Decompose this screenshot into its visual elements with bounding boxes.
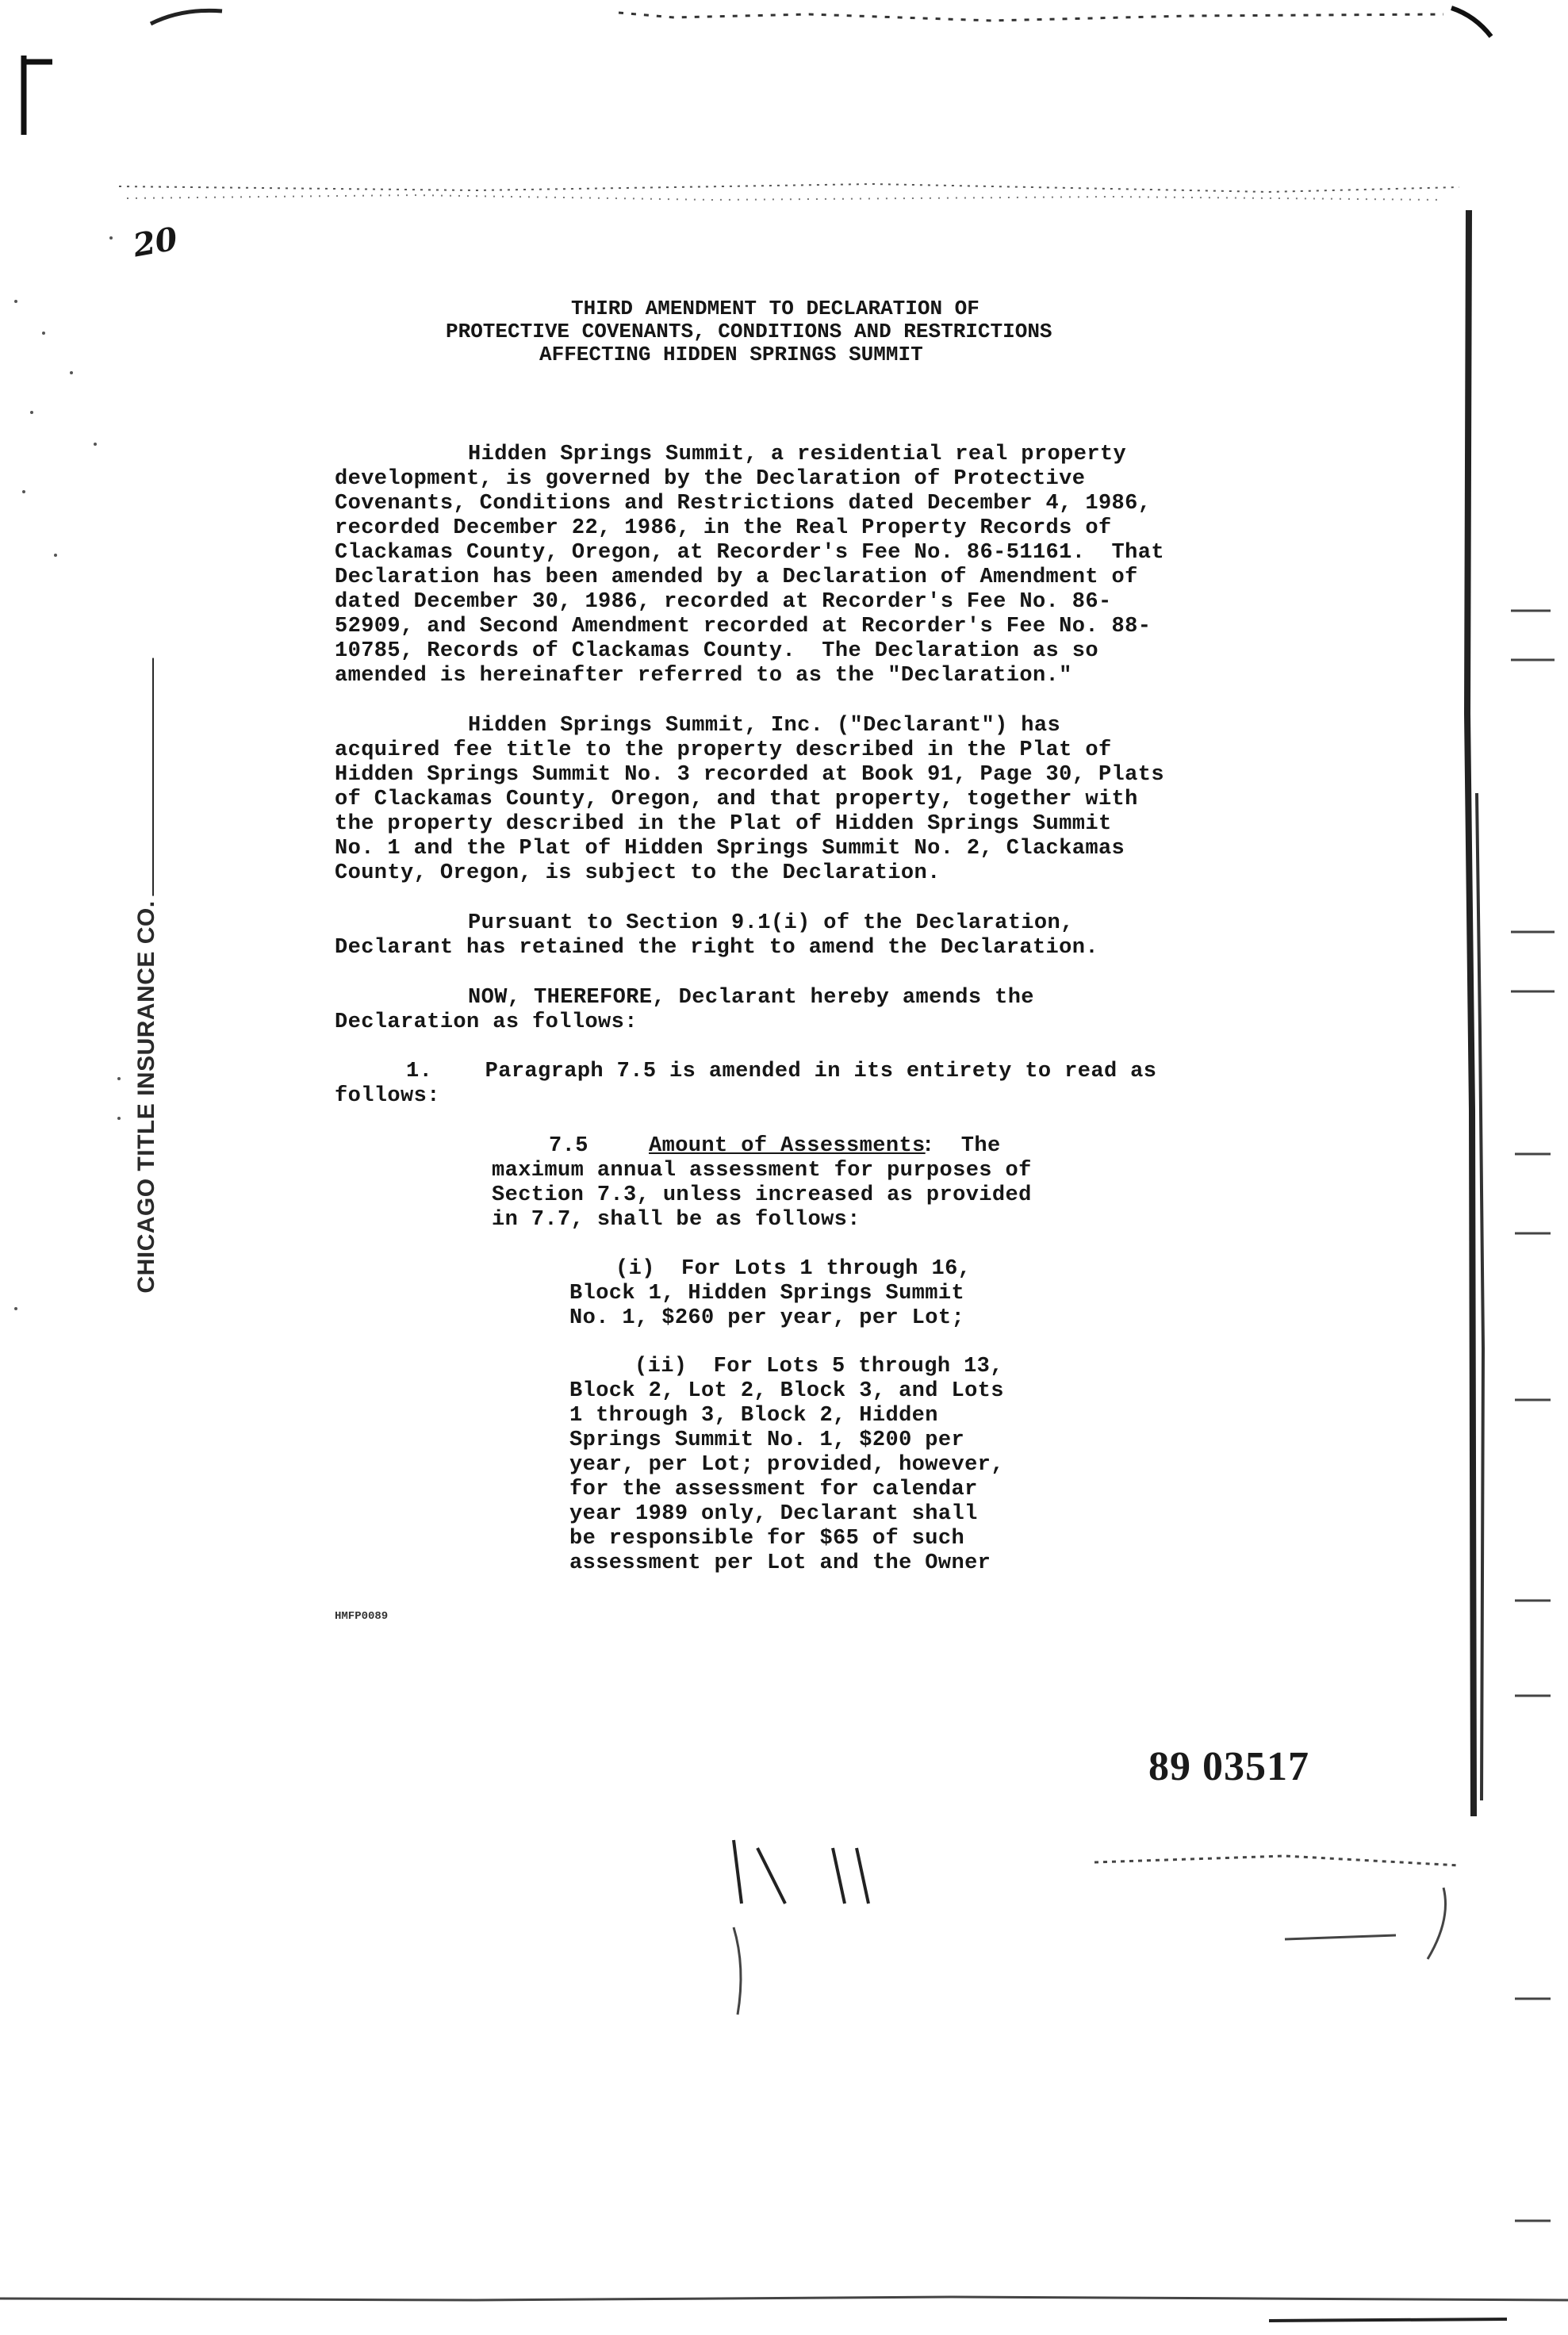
- sub-ii-line: (ii) For Lots 5 through 13,: [634, 1355, 1003, 1378]
- section-line: in 7.7, shall be as follows:: [492, 1208, 861, 1232]
- p1-line: recorded December 22, 1986, in the Real Property Records of: [335, 516, 1112, 540]
- p2-line: Hidden Springs Summit, Inc. ("Declarant") has: [468, 714, 1061, 738]
- p2-line: of Clackamas County, Oregon, and that property, together with: [335, 788, 1138, 811]
- title-line-1: THIRD AMENDMENT TO DECLARATION OF: [571, 297, 980, 320]
- p1-line: dated December 30, 1986, recorded at Recorder's Fee No. 86-: [335, 590, 1112, 614]
- sub-ii-line: for the assessment for calendar: [569, 1478, 978, 1501]
- item1-line: follows:: [335, 1084, 440, 1108]
- sub-ii-line: be responsible for $65 of such: [569, 1527, 965, 1551]
- sub-i-line: No. 1, $260 per year, per Lot;: [569, 1306, 965, 1330]
- section-number: 7.5: [549, 1134, 588, 1158]
- section-line: maximum annual assessment for purposes of: [492, 1159, 1032, 1183]
- sub-ii-line: assessment per Lot and the Owner: [569, 1551, 991, 1575]
- p1-line: Clackamas County, Oregon, at Recorder's Fee No. 86-51161. That: [335, 541, 1164, 565]
- p1-line: 52909, and Second Amendment recorded at Recorder's Fee No. 88-: [335, 615, 1152, 638]
- p1-line: amended is hereinafter referred to as the "Declaration.": [335, 664, 1072, 688]
- p1-line: Hidden Springs Summit, a residential real property: [468, 443, 1127, 466]
- p2-line: acquired fee title to the property described in the Plat of: [335, 738, 1112, 762]
- recording-number: 89 03517: [1148, 1744, 1309, 1789]
- p1-line: development, is governed by the Declaration of Protective: [335, 467, 1086, 491]
- sub-ii-line: year 1989 only, Declarant shall: [569, 1502, 978, 1526]
- p1-line: 10785, Records of Clackamas County. The Declaration as so: [335, 639, 1098, 663]
- form-code: HMFP0089: [335, 1610, 389, 1623]
- p3-line: Pursuant to Section 9.1(i) of the Declaration,: [468, 911, 1074, 935]
- p3-line: Declarant has retained the right to amend the Declaration.: [335, 936, 1098, 960]
- p2-line: County, Oregon, is subject to the Declaration.: [335, 861, 941, 885]
- title-line-2: PROTECTIVE COVENANTS, CONDITIONS AND RESTRICTIONS: [446, 320, 1052, 343]
- stamp-signature-line: [149, 658, 154, 895]
- section-heading: Amount of Assessments: [649, 1134, 926, 1158]
- stamp-text: CHICAGO TITLE INSURANCE CO.: [133, 900, 159, 1294]
- p1-line: Declaration has been amended by a Declaration of Amendment of: [335, 566, 1138, 589]
- p1-line: Covenants, Conditions and Restrictions dated December 4, 1986,: [335, 492, 1152, 516]
- margin-initials: 20: [130, 220, 181, 265]
- sub-i-line: Block 1, Hidden Springs Summit: [569, 1282, 965, 1306]
- sub-ii-line: Springs Summit No. 1, $200 per: [569, 1428, 965, 1452]
- p2-line: Hidden Springs Summit No. 3 recorded at Book 91, Page 30, Plats: [335, 763, 1164, 787]
- sub-ii-line: year, per Lot; provided, however,: [569, 1453, 1004, 1477]
- section-line: : The: [922, 1134, 1001, 1158]
- p4-line: Declaration as follows:: [335, 1010, 638, 1034]
- title-line-3: AFFECTING HIDDEN SPRINGS SUMMIT: [539, 343, 923, 366]
- section-line: Section 7.3, unless increased as provided: [492, 1183, 1032, 1207]
- title-insurance-stamp: [133, 658, 160, 1293]
- sub-ii-line: Block 2, Lot 2, Block 3, and Lots: [569, 1379, 1004, 1403]
- sub-ii-line: 1 through 3, Block 2, Hidden: [569, 1404, 938, 1428]
- p2-line: No. 1 and the Plat of Hidden Springs Summit No. 2, Clackamas: [335, 837, 1125, 861]
- sub-i-line: (i) For Lots 1 through 16,: [615, 1257, 972, 1281]
- p4-line: NOW, THEREFORE, Declarant hereby amends the: [468, 986, 1034, 1010]
- p2-line: the property described in the Plat of Hidden Springs Summit: [335, 812, 1112, 836]
- item1-line: 1. Paragraph 7.5 is amended in its entirety to read as: [406, 1060, 1157, 1083]
